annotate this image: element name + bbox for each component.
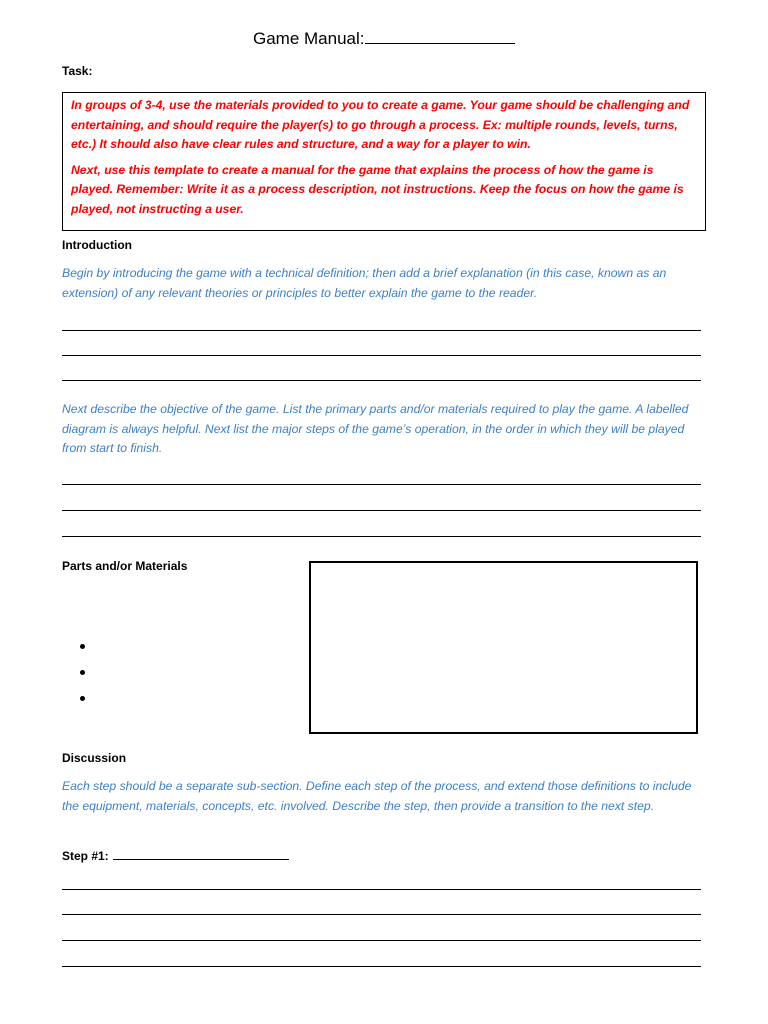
answer-line[interactable] <box>62 914 701 915</box>
parts-list-item[interactable] <box>80 663 85 689</box>
answer-line[interactable] <box>62 536 701 537</box>
introduction-prompt-1-wrap <box>62 264 702 303</box>
answer-line[interactable] <box>62 330 701 331</box>
introduction-prompt-2-wrap <box>62 400 702 459</box>
introduction-heading: Introduction <box>62 238 132 252</box>
step-1-title-line[interactable] <box>113 847 289 860</box>
answer-line[interactable] <box>62 889 701 890</box>
answer-line[interactable] <box>62 940 701 941</box>
introduction-prompt-2: Next describe the objective of the game. List the primary parts and/or materials required to play the game. A labelled diagram is always helpful. Next list the major steps of the game’s operation, in the order in which they will be played from start to finish. <box>62 402 689 455</box>
bullet-icon <box>80 670 85 675</box>
parts-list-item[interactable] <box>80 689 85 715</box>
diagram-box[interactable] <box>309 561 698 734</box>
discussion-prompt: Each step should be a separate sub-section. Define each step of the process, and extend those definitions to include the equipment, materials, concepts, etc. involved. Describe the step, then provide a transition to the next step. <box>62 779 692 813</box>
parts-list <box>80 637 85 715</box>
task-paragraph-1: In groups of 3-4, use the materials provided to you to create a game. Your game should be challenging and entertaining, and should require the player(s) to go through a process. Ex: multiple rounds, levels, turns, etc.) It should also have clear rules and structure, and a way for a player to win. <box>71 98 690 151</box>
parts-list-item[interactable] <box>80 637 85 663</box>
bullet-icon <box>80 696 85 701</box>
title-fill-line <box>365 29 515 44</box>
bullet-icon <box>80 644 85 649</box>
step-1-label: Step #1: <box>62 849 109 863</box>
answer-line[interactable] <box>62 484 701 485</box>
step-1-heading <box>62 847 289 863</box>
answer-line[interactable] <box>62 355 701 356</box>
answer-line[interactable] <box>62 380 701 381</box>
answer-line[interactable] <box>62 510 701 511</box>
task-label: Task: <box>62 64 93 78</box>
discussion-heading: Discussion <box>62 751 127 765</box>
answer-line[interactable] <box>62 966 701 967</box>
task-paragraph-2: Next, use this template to create a manual for the game that explains the process of how the game is played. Remember: Write it as a process description, not instructions. Keep the focus on how the game is played, not instructing a user. <box>71 162 684 216</box>
page-title-text: Game Manual: <box>253 29 365 48</box>
page-title <box>253 29 515 49</box>
parts-heading: Parts and/or Materials <box>62 559 188 573</box>
discussion-prompt-wrap <box>62 777 702 816</box>
task-box <box>62 92 706 231</box>
introduction-prompt-1: Begin by introducing the game with a technical definition; then add a brief explanation (in this case, known as an extension) of any relevant theories or principles to better explain the game to the reader. <box>62 266 667 300</box>
